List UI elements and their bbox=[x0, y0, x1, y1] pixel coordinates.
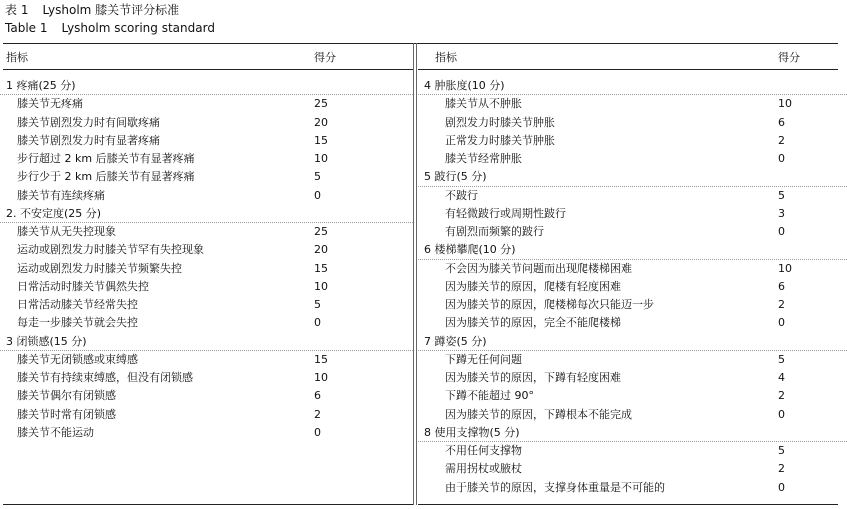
item-label: 膝关节剧烈发力时有间歇疼痛 bbox=[17, 115, 160, 129]
item-score: 6 bbox=[314, 389, 321, 403]
section-title: 2. 不安定度(25 分) bbox=[6, 206, 102, 220]
item-score: 5 bbox=[778, 352, 785, 366]
section-row bbox=[0, 333, 413, 351]
item-score: 0 bbox=[314, 316, 321, 330]
table-row bbox=[0, 187, 413, 205]
caption-en-title: Lysholm scoring standard bbox=[61, 21, 215, 35]
item-label: 每走一步膝关节就会失控 bbox=[17, 316, 138, 330]
item-label: 正常发力时膝关节肿胀 bbox=[445, 133, 555, 147]
item-score: 10 bbox=[778, 97, 792, 111]
item-label: 膝关节有持续束缚感，但没有闭锁感 bbox=[17, 371, 193, 384]
item-score: 0 bbox=[778, 152, 785, 165]
table-bottom-rule-right bbox=[418, 504, 838, 505]
table-row bbox=[418, 442, 847, 460]
table-row bbox=[0, 351, 413, 369]
item-label: 膝关节不能运动 bbox=[17, 425, 94, 439]
item-label: 膝关节从不肿胀 bbox=[445, 97, 522, 111]
item-label: 日常活动时膝关节偶然失控 bbox=[17, 279, 149, 293]
table-row bbox=[418, 95, 847, 113]
header-indicator-right: 指标 bbox=[435, 51, 457, 64]
section-row bbox=[418, 77, 847, 95]
item-score: 2 bbox=[778, 462, 785, 476]
item-label: 因为膝关节的原因，下蹲有轻度困难 bbox=[445, 371, 621, 384]
item-label: 下蹲无任何问题 bbox=[445, 352, 522, 366]
item-score: 0 bbox=[778, 407, 785, 421]
table-row bbox=[418, 150, 847, 168]
item-score: 3 bbox=[778, 206, 785, 220]
table-row bbox=[0, 260, 413, 278]
item-score: 15 bbox=[314, 133, 328, 147]
item-score: 25 bbox=[314, 225, 328, 238]
table-row bbox=[0, 387, 413, 405]
table-row bbox=[0, 314, 413, 332]
item-label: 膝关节时常有闭锁感 bbox=[17, 407, 116, 421]
item-label: 膝关节无疼痛 bbox=[17, 97, 83, 111]
table-row bbox=[0, 223, 413, 241]
item-score: 20 bbox=[314, 243, 328, 257]
item-label: 因为膝关节的原因，爬楼有轻度困难 bbox=[445, 279, 621, 293]
section-title: 3 闭锁感(15 分) bbox=[6, 334, 87, 348]
table-row bbox=[0, 424, 413, 442]
item-label: 下蹲不能超过 90° bbox=[445, 389, 534, 403]
item-label: 膝关节剧烈发力时有显著疼痛 bbox=[17, 133, 160, 147]
table-row bbox=[418, 387, 847, 405]
section-row bbox=[418, 424, 847, 442]
item-score: 10 bbox=[314, 152, 328, 165]
item-label: 膝关节无闭锁感或束缚感 bbox=[17, 352, 138, 366]
table-row bbox=[418, 460, 847, 478]
header-rule-right bbox=[418, 69, 838, 70]
column-divider bbox=[413, 43, 414, 505]
table-row bbox=[0, 150, 413, 168]
table-row bbox=[418, 260, 847, 278]
item-score: 0 bbox=[314, 425, 321, 439]
table-row bbox=[0, 168, 413, 186]
table-row bbox=[0, 369, 413, 387]
table-row bbox=[418, 406, 847, 424]
section-title: 4 肿胀度(10 分) bbox=[424, 79, 505, 92]
item-label: 不跛行 bbox=[445, 188, 478, 202]
table-row bbox=[418, 351, 847, 369]
table-row bbox=[418, 223, 847, 241]
item-label: 运动或剧烈发力时膝关节频繁失控 bbox=[17, 261, 182, 275]
item-score: 10 bbox=[778, 261, 792, 275]
item-score: 0 bbox=[778, 316, 785, 330]
item-label: 不用任何支撑物 bbox=[445, 444, 522, 457]
item-label: 因为膝关节的原因，下蹲根本不能完成 bbox=[445, 407, 632, 421]
caption-en bbox=[5, 20, 215, 36]
header-score-left: 得分 bbox=[314, 51, 336, 64]
item-label: 膝关节从无失控现象 bbox=[17, 225, 116, 238]
item-score: 10 bbox=[314, 371, 328, 384]
item-score: 2 bbox=[778, 298, 785, 311]
column-divider-2 bbox=[416, 43, 417, 505]
item-score: 20 bbox=[314, 115, 328, 129]
item-score: 0 bbox=[314, 188, 321, 202]
item-label: 日常活动膝关节经常失控 bbox=[17, 298, 138, 311]
item-label: 膝关节有连续疼痛 bbox=[17, 188, 105, 202]
section-row bbox=[0, 205, 413, 223]
item-score: 2 bbox=[778, 389, 785, 403]
item-label: 步行超过 2 km 后膝关节有显著疼痛 bbox=[17, 152, 195, 165]
item-score: 4 bbox=[778, 371, 785, 384]
item-score: 5 bbox=[314, 298, 321, 311]
section-title: 7 蹲姿(5 分) bbox=[424, 334, 487, 348]
item-label: 由于膝关节的原因，支撑身体重量是不可能的 bbox=[445, 480, 665, 494]
item-score: 5 bbox=[778, 188, 785, 202]
item-label: 剧烈发力时膝关节肿胀 bbox=[445, 115, 555, 129]
caption-cn-number: 表 1 bbox=[5, 3, 29, 17]
item-label: 因为膝关节的原因，爬楼梯每次只能迈一步 bbox=[445, 298, 654, 311]
item-label: 膝关节偶尔有闭锁感 bbox=[17, 389, 116, 403]
item-label: 不会因为膝关节问题而出现爬楼梯困难 bbox=[445, 261, 632, 275]
item-score: 15 bbox=[314, 261, 328, 275]
header-rule-left bbox=[3, 69, 413, 70]
table-bottom-rule-left bbox=[3, 504, 413, 505]
table-row bbox=[0, 406, 413, 424]
item-label: 膝关节经常肿胀 bbox=[445, 152, 522, 165]
item-score: 25 bbox=[314, 97, 328, 111]
item-score: 10 bbox=[314, 279, 328, 293]
table-row bbox=[0, 278, 413, 296]
item-score: 0 bbox=[778, 225, 785, 238]
table-row bbox=[418, 314, 847, 332]
item-label: 有轻微跛行或周期性跛行 bbox=[445, 206, 566, 220]
table-row bbox=[0, 132, 413, 150]
item-label: 需用拐杖或腋杖 bbox=[445, 462, 522, 476]
table-row bbox=[0, 241, 413, 259]
table-row bbox=[418, 296, 847, 314]
table-row bbox=[418, 369, 847, 387]
table-row bbox=[418, 187, 847, 205]
table-row bbox=[418, 132, 847, 150]
section-row bbox=[418, 241, 847, 259]
left-table-body bbox=[0, 77, 413, 442]
section-title: 5 跛行(5 分) bbox=[424, 170, 487, 184]
item-score: 15 bbox=[314, 352, 328, 366]
item-score: 2 bbox=[778, 133, 785, 147]
item-score: 6 bbox=[778, 279, 785, 293]
item-score: 5 bbox=[778, 444, 785, 457]
item-label: 因为膝关节的原因，完全不能爬楼梯 bbox=[445, 316, 621, 330]
section-row bbox=[0, 77, 413, 95]
section-title: 6 楼梯攀爬(10 分) bbox=[424, 243, 516, 257]
caption-en-number: Table 1 bbox=[5, 21, 48, 35]
table-row bbox=[0, 114, 413, 132]
item-label: 运动或剧烈发力时膝关节罕有失控现象 bbox=[17, 243, 204, 257]
table-row bbox=[418, 278, 847, 296]
table-row bbox=[418, 114, 847, 132]
item-score: 5 bbox=[314, 170, 321, 184]
table-row bbox=[0, 95, 413, 113]
caption-cn bbox=[5, 2, 179, 18]
item-score: 6 bbox=[778, 115, 785, 129]
table-top-rule bbox=[3, 43, 838, 44]
item-label: 步行少于 2 km 后膝关节有显著疼痛 bbox=[17, 170, 195, 184]
section-row bbox=[418, 168, 847, 186]
section-title: 8 使用支撑物(5 分) bbox=[424, 425, 520, 439]
section-row bbox=[418, 333, 847, 351]
item-score: 2 bbox=[314, 407, 321, 421]
item-label: 有剧烈而频繁的跛行 bbox=[445, 225, 544, 238]
section-title: 1 疼痛(25 分) bbox=[6, 79, 76, 92]
header-indicator-left: 指标 bbox=[6, 51, 28, 64]
item-score: 0 bbox=[778, 480, 785, 494]
right-table-body bbox=[418, 77, 847, 497]
table-row bbox=[418, 479, 847, 497]
caption-cn-title: Lysholm 膝关节评分标准 bbox=[42, 3, 180, 17]
table-row bbox=[0, 296, 413, 314]
table-row bbox=[418, 205, 847, 223]
header-score-right: 得分 bbox=[778, 51, 800, 64]
